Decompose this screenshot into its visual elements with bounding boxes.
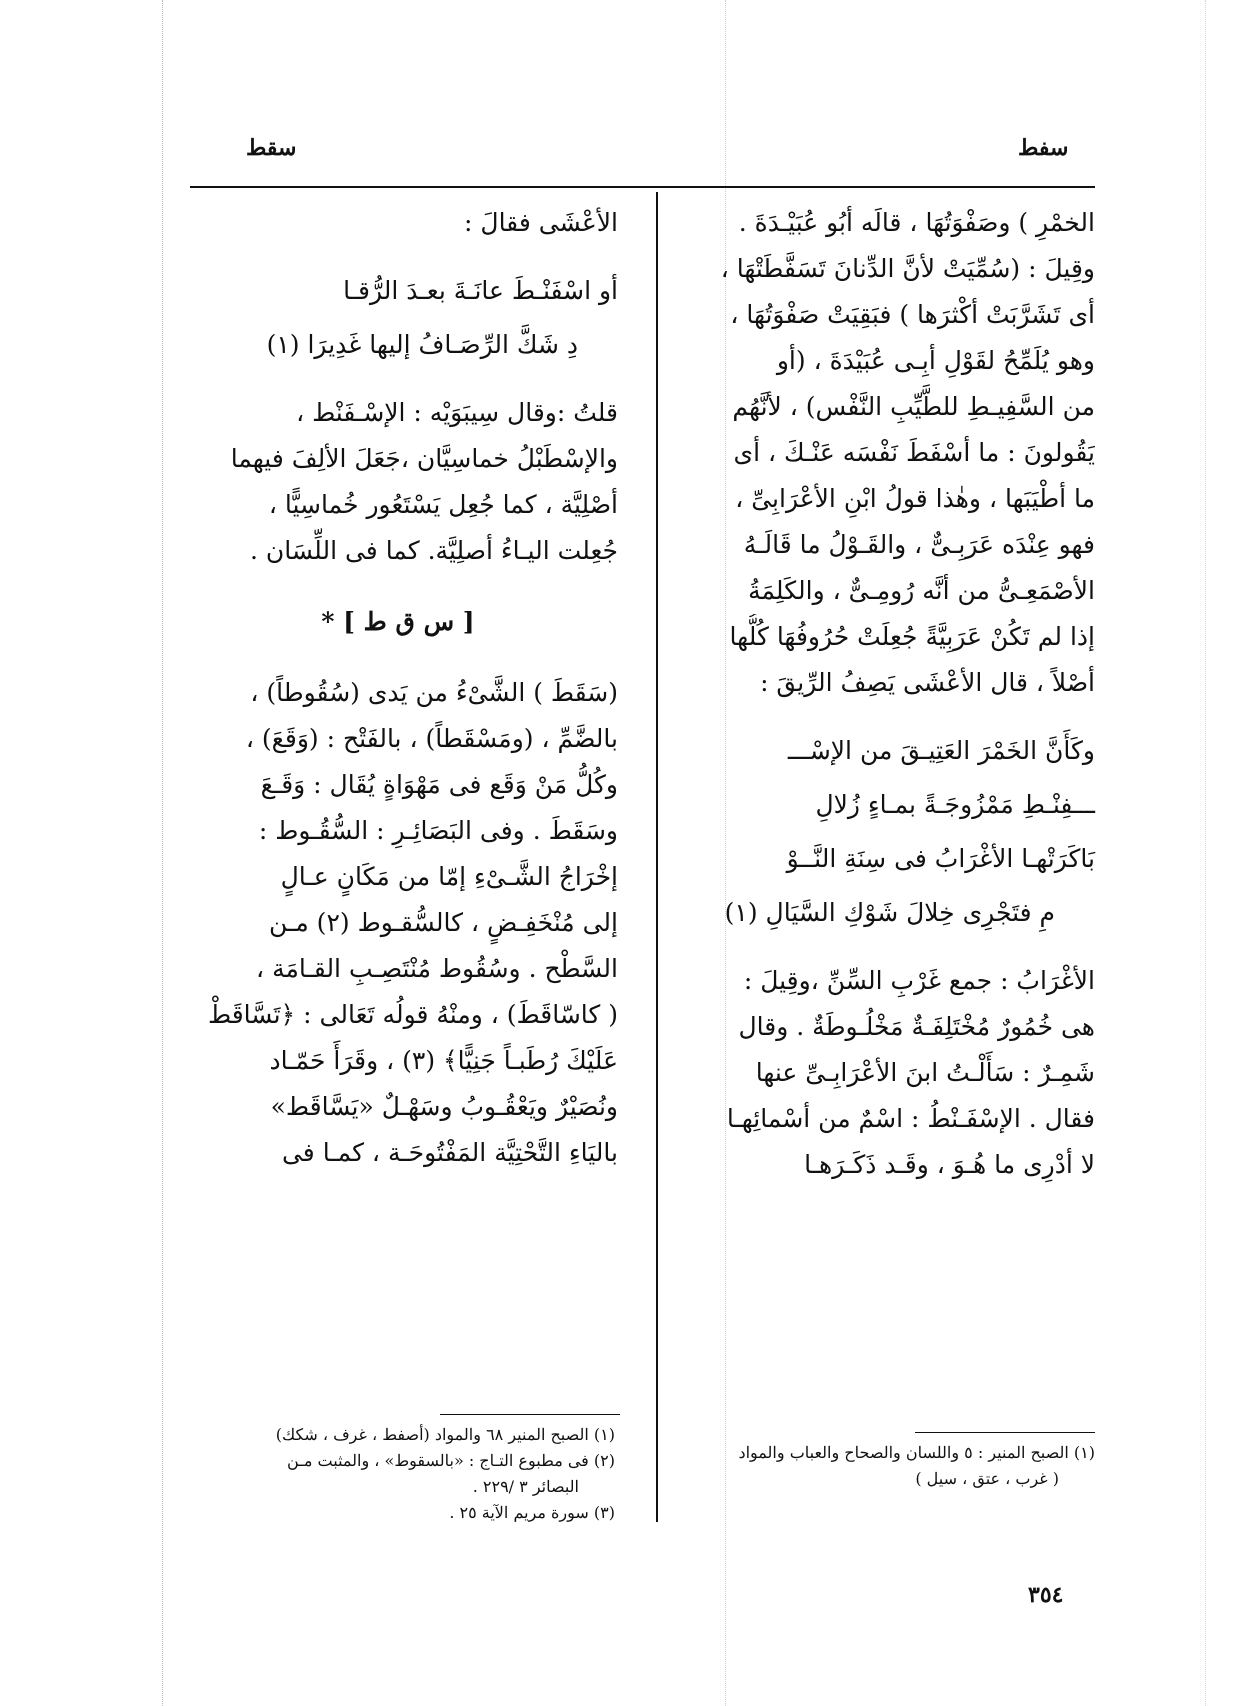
text-line: إخْرَاجُ الشَّـىْءِ إمّا من مَكَانٍ عـالٍ <box>280 862 618 891</box>
footnote: (٢) فى مطبوع التـاج : «بالسقوط» ، والمثبت مـن <box>287 1451 615 1470</box>
poetry-verse: دِ شَكَّ الرِّصَـافُ إليها غَدِيرَا (١) <box>266 330 578 359</box>
text-line: فقال . الإسْفَـنْطُ : اسْمٌ من أسْمائِهـا <box>726 1104 1095 1133</box>
page-number: ٣٥٤ <box>1028 1582 1064 1608</box>
footnote-rule <box>440 1414 620 1415</box>
text-line: ( كاسّاقَطَ) ، ومنْهُ قولُه تَعَالى : ﴿تَسَّاقَطْ <box>208 1000 618 1029</box>
text-line: قلتُ :وقال سِيبَوَيْه : الإسْـفَنْط ، <box>296 398 618 427</box>
text-line: الأعْشَى فقالَ : <box>464 208 618 237</box>
footnote: (١) الصبح المنير : ٥ واللسان والصحاح والعباب والمواد <box>738 1443 1095 1462</box>
spacer <box>178 652 618 670</box>
text-line: والإسْطَبْلُ خماسِيَّان ،جَعَلَ الألِفَ فيهما <box>230 444 618 473</box>
text-line: إذا لم تَكُنْ عَرَبِيَّةً جُعِلَتْ حُرُوفُهَا كُلُّها <box>729 622 1095 651</box>
text-line: الخمْرِ ) وصَفْوَتُهَا ، قالَه أبُو عُبَيْـدَةَ . <box>738 208 1095 237</box>
left-column <box>178 200 618 1176</box>
text-line: ونُصَيْرٌ ويَعْقُـوبُ وسَهْـلٌ «يَسَّاقَط» <box>270 1092 618 1121</box>
text-line: أصْلِيَّة ، كما جُعِل يَسْتَعُور خُماسِيًّا ، <box>268 490 618 519</box>
scan-guide-line <box>162 0 163 1706</box>
footnote-rule <box>915 1432 1095 1433</box>
text-line: من السَّفِيـطِ للطَّيِّبِ النَّفْس) ، لأنَّهُم <box>732 392 1095 421</box>
text-line: شَمِـرٌ : سَأَلْـتُ ابنَ الأعْرَابِـىِّ عنها <box>755 1058 1095 1087</box>
text-line: وكُلُّ مَنْ وَقَع فى مَهْوَاةٍ يُقَال : وَقَـعَ <box>260 770 618 799</box>
text-line: الأغْرَابُ : جمع غَرْبِ السِّنِّ ،وقِيلَ : <box>743 966 1095 995</box>
text-line: بالضَّمِّ ، (ومَسْقَطاً) ، بالفَتْح : (وَقَعَ) ، <box>245 724 618 753</box>
text-line: فهو عِنْدَه عَرَبِـىٌّ ، والقَـوْلُ ما قَالَـهُ <box>743 530 1095 559</box>
text-line: وسَقَطَ . وفى البَصَائِـرِ : السُّقُـوط : <box>258 816 618 845</box>
text-line: لا أدْرِى ما هُـوَ ، وقَـد ذَكَـرَهـا <box>804 1150 1095 1179</box>
entry-heading: [ س ق ط ] * <box>321 607 475 636</box>
running-head-left: سقط <box>246 135 297 161</box>
poetry-verse: مِ فتَجْرِى خِلالَ شَوْكِ السَّيَالِ (١) <box>724 898 1055 927</box>
column-divider <box>656 192 658 1522</box>
right-column <box>690 200 1095 1188</box>
text-line: (سَقَطَ ) الشَّىْءُ من يَدى (سُقُوطاً) ، <box>250 678 618 707</box>
text-line: أصْلاً ، قال الأعْشَى يَصِفُ الرِّيقَ : <box>760 668 1095 697</box>
header-rule <box>190 186 1095 188</box>
spacer <box>690 940 1095 958</box>
text-line: يَقُولونَ : ما أسْفَطَ نَفْسَه عَنْـكَ ، أى <box>733 438 1095 467</box>
text-line: جُعِلت اليـاءُ أصلِيَّة. كما فى اللِّسَان . <box>250 536 618 565</box>
footnote: البصائر ٣ /٢٢٩ . <box>472 1477 579 1496</box>
text-line: باليَاءِ التَّحْتِيَّة المَفْتُوحَـة ، كمـا فى <box>281 1138 618 1167</box>
footnote: (٣) سورة مريم الآية ٢٥ . <box>449 1503 615 1522</box>
footnote: ( غرب ، عتق ، سيل ) <box>915 1469 1059 1488</box>
running-head-right: سفط <box>1018 135 1069 161</box>
text-line: عَلَيْكَ رُطَبـاً جَنِيًّا﴾ (٣) ، وقَرَأَ حَمّـاد <box>269 1046 618 1075</box>
poetry-verse: وكَأَنَّ الخَمْرَ العَتِيـقَ من الإسْـــ <box>787 736 1095 765</box>
footnotes-left <box>185 1422 615 1526</box>
footnote: (١) الصبح المنير ٦٨ والمواد (أصفط ، غرف ، شكك) <box>275 1425 615 1444</box>
spacer <box>690 706 1095 724</box>
spacer <box>178 574 618 592</box>
poetry-verse: بَاكَرَتْهـا الأغْرَابُ فى سِنَةِ النَّــوْ <box>786 844 1095 873</box>
text-line: وهو يُلَمِّحُ لقَوْلِ أبِـى عُبَيْدَةَ ، (أو <box>776 346 1095 375</box>
text-line: الأصْمَعِـىُّ من أنَّه رُومِـىٌّ ، والكَلِمَةُ <box>748 576 1095 605</box>
footnotes-right <box>700 1440 1095 1492</box>
scan-guide-line <box>1205 0 1206 1706</box>
text-line: ما أطْيَبَها ، وهٰذا قولُ ابْنِ الأعْرَابِىِّ ، <box>735 484 1095 513</box>
text-line: السَّطْح . وسُقُوط مُنْتَصِـبِ القـامَة ، <box>256 954 618 983</box>
text-line: أى تَشَرَّبَتْ أكْثرَها ) فبَقِيَتْ صَفْوَتُهَا ، <box>730 300 1095 329</box>
text-line: وقِيلَ : (سُمِّيَتْ لأنَّ الدِّنانَ تَسَفَّطَتْهَا ، <box>720 254 1095 283</box>
spacer <box>178 246 618 264</box>
poetry-verse: ـــفِنْـطِ مَمْزُوجَـةً بمـاءٍ زُلالِ <box>815 790 1095 819</box>
text-line: هى خُمُورٌ مُخْتَلِفَـةٌ مَخْلُـوطَةٌ . وقال <box>738 1012 1095 1041</box>
spacer <box>178 372 618 390</box>
text-line: إلى مُنْخَفِـضٍ ، كالسُّقـوط (٢) مـن <box>268 908 618 937</box>
poetry-verse: أو اسْفَنْـطَ عانَـةَ بعـدَ الرُّقـا <box>343 276 618 305</box>
